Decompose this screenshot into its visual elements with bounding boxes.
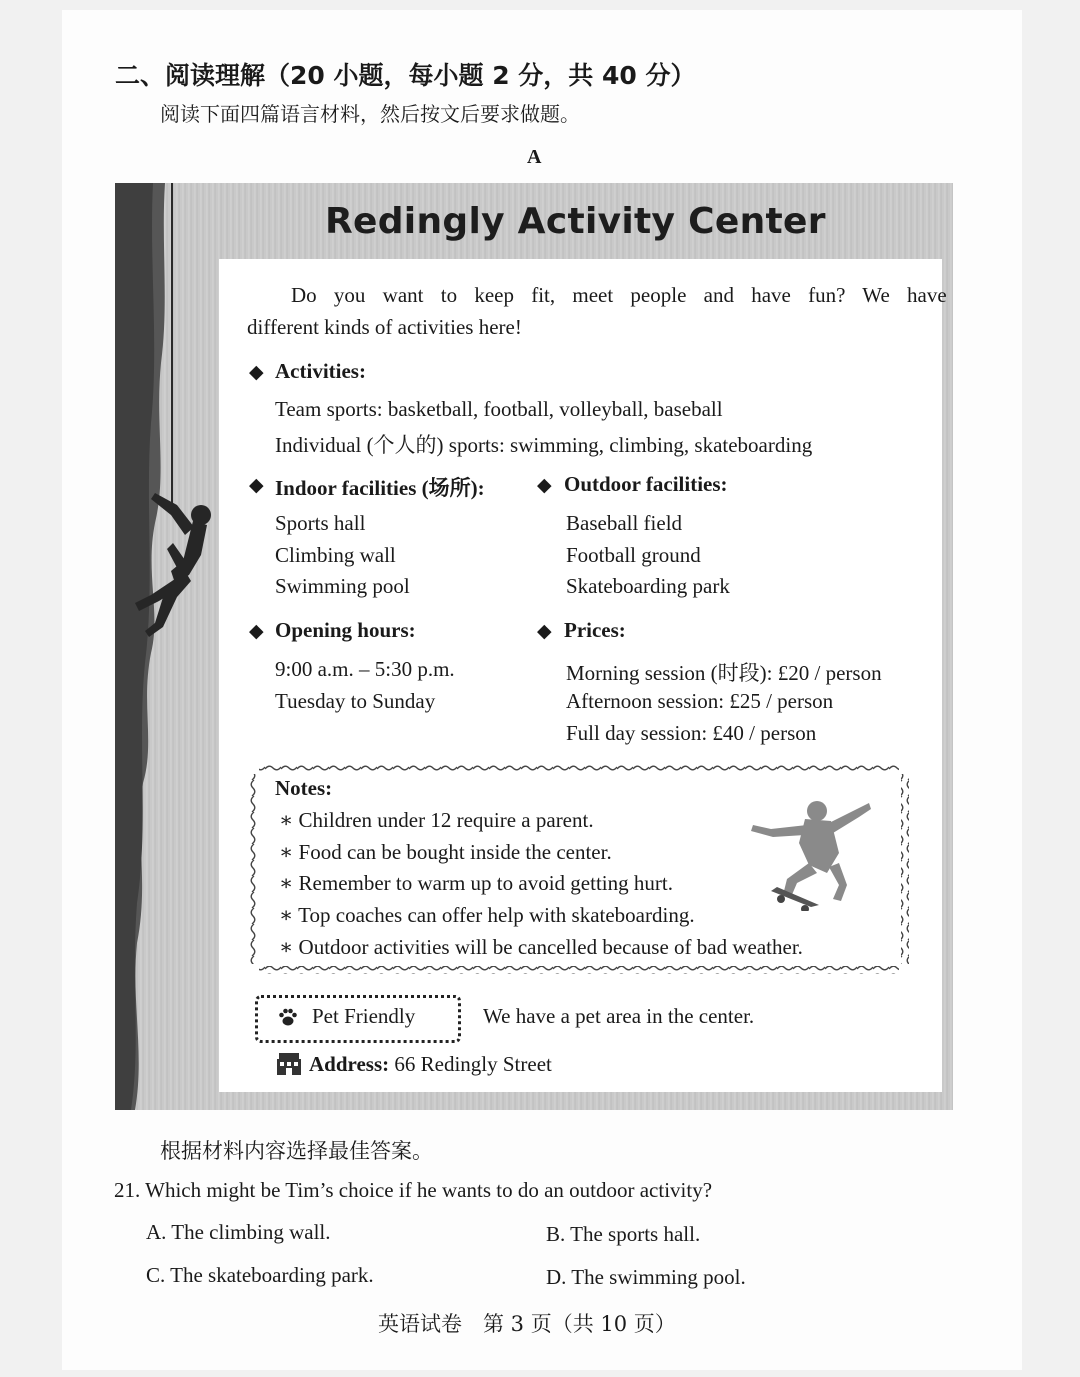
outdoor-heading: Outdoor facilities: (564, 472, 728, 496)
hours-heading: Opening hours: (275, 618, 416, 642)
address-label: Address: (309, 1052, 390, 1076)
climber-icon (115, 183, 220, 1110)
part-label: A (527, 146, 542, 168)
paw-icon (278, 1007, 298, 1027)
address-line (309, 1052, 552, 1077)
section-title: 二、阅读理解（20 小题，每小题 2 分，共 40 分） (115, 61, 696, 90)
note-text: Outdoor activities will be cancelled because of bad weather. (298, 935, 803, 959)
notes-heading: Notes: (275, 776, 333, 800)
poster-title: Redingly Activity Center (325, 201, 826, 242)
activities-heading: Activities: (275, 359, 366, 383)
diamond-bullet-icon: ◆ (537, 621, 552, 642)
hours-days: Tuesday to Sunday (275, 689, 436, 713)
price-item: Full day session: £40 / person (566, 721, 817, 745)
prices-heading: Prices: (564, 618, 626, 642)
note-item: ∗ Outdoor activities will be cancelled because of bad weather. (279, 935, 803, 959)
note-item: ∗ Food can be bought inside the center. (279, 840, 612, 864)
indoor-item: Swimming pool (275, 574, 410, 598)
skateboarder-icon (747, 795, 871, 911)
question-stem: 21. Which might be Tim’s choice if he wants to do an outdoor activity? (114, 1178, 713, 1202)
indoor-heading: Indoor facilities (场所): (275, 476, 485, 500)
price-item: Morning session (时段): £20 / person (566, 661, 882, 685)
pet-friendly-label: Pet Friendly (312, 1004, 416, 1028)
outdoor-item: Baseball field (566, 511, 683, 535)
team-sports: Team sports: basketball, football, volleyball, baseball (275, 397, 723, 421)
poster-content (219, 259, 947, 1092)
intro-text: Do you want to keep fit, meet people and have fun? We have (291, 283, 947, 307)
option-d[interactable]: D. The swimming pool. (546, 1265, 746, 1289)
hours-time: 9:00 a.m. – 5:30 p.m. (275, 657, 455, 681)
activity-poster (115, 183, 953, 1110)
option-c[interactable]: C. The skateboarding park. (146, 1263, 374, 1287)
note-text: Remember to warm up to avoid getting hurt. (298, 871, 673, 895)
note-text: Food can be bought inside the center. (298, 840, 612, 864)
building-icon (277, 1053, 301, 1075)
indoor-item: Climbing wall (275, 543, 396, 567)
diamond-bullet-icon: ◆ (537, 475, 552, 496)
pet-friendly-badge (255, 995, 461, 1043)
individual-sports: Individual (个人的) sports: swimming, climbing, skateboarding (275, 433, 813, 457)
diamond-bullet-icon: ◆ (249, 362, 264, 383)
indoor-item: Sports hall (275, 511, 366, 535)
outdoor-item: Football ground (566, 543, 701, 567)
price-item: Afternoon session: £25 / person (566, 689, 834, 713)
option-b[interactable]: B. The sports hall. (546, 1222, 701, 1246)
note-text: Top coaches can offer help with skateboarding. (298, 903, 695, 927)
page-footer: 英语试卷 第 3 页（共 10 页） (378, 1312, 676, 1336)
outdoor-item: Skateboarding park (566, 574, 730, 598)
option-a[interactable]: A. The climbing wall. (146, 1220, 331, 1244)
address-value: 66 Redingly Street (394, 1052, 552, 1076)
pet-text: We have a pet area in the center. (483, 1004, 755, 1028)
intro-text: different kinds of activities here! (247, 315, 522, 339)
note-item: ∗ Children under 12 require a parent. (279, 808, 594, 832)
note-text: Children under 12 require a parent. (298, 808, 594, 832)
diamond-bullet-icon: ◆ (249, 621, 264, 642)
note-item: ∗ Top coaches can offer help with skateboarding. (279, 903, 695, 927)
question-intro: 根据材料内容选择最佳答案。 (160, 1139, 433, 1163)
note-item: ∗ Remember to warm up to avoid getting hurt. (279, 871, 673, 895)
diamond-bullet-icon: ◆ (249, 475, 264, 496)
instruction: 阅读下面四篇语言材料，然后按文后要求做题。 (160, 102, 580, 126)
